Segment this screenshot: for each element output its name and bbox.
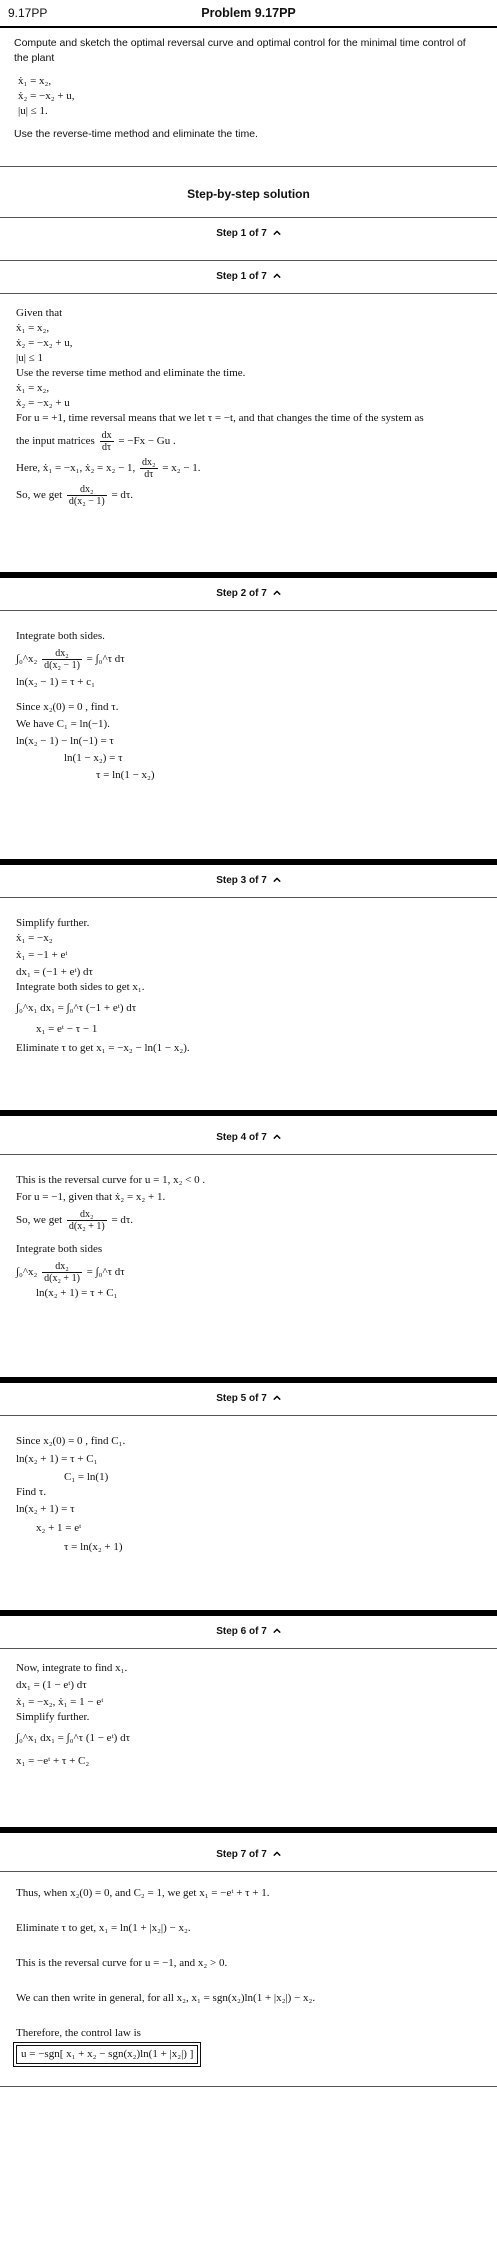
equation-line: ẋ₂ = −x₂ + u, <box>16 337 73 349</box>
step-6-content <box>0 1649 497 1827</box>
chevron-up-icon <box>273 589 281 597</box>
equation-line: dx₁ = (1 − eᵗ) dτ <box>16 1679 87 1691</box>
step-label: Step 1 of 7 <box>216 228 267 239</box>
text-line: This is the reversal curve for u = 1, x₂ < 0 . <box>16 1174 206 1186</box>
equation-line: C₁ = ln(1) <box>64 1471 109 1483</box>
step-3-content <box>0 898 497 1110</box>
equation-line: ẋ₁ = −1 + eᵗ <box>16 949 68 961</box>
chevron-up-icon <box>273 1627 281 1635</box>
plant-constraint: |u| ≤ 1. <box>18 105 48 117</box>
text-fragment: = x₂ − 1. <box>162 462 201 475</box>
equation-line: ln(1 − x₂) = τ <box>64 752 123 764</box>
text-line: Eliminate τ to get x₁ = −x₂ − ln(1 − x₂). <box>16 1042 190 1054</box>
step-4-content <box>0 1155 497 1377</box>
text-fragment: So, we get <box>16 489 63 502</box>
problem-id: 9.17PP <box>8 6 48 20</box>
chevron-up-icon <box>273 272 281 280</box>
equation-line <box>16 648 481 671</box>
step-label: Step 7 of 7 <box>216 1849 267 1860</box>
step-1-content <box>0 294 497 572</box>
step-7-content <box>0 1872 497 2074</box>
step-toggle-collapsed[interactable] <box>0 218 497 250</box>
equation-line: ẋ₁ = x₂, <box>16 382 50 394</box>
step-2-content <box>0 611 497 859</box>
equation-line: ẋ₁ = −x₂, ẋ₁ = 1 − eᵗ <box>16 1696 104 1708</box>
numerator: dx₂ <box>67 484 107 496</box>
problem-text: Compute and sketch the optimal reversal curve and optimal control for the minimal time control of the plant <box>14 37 466 64</box>
step-divider <box>0 1110 497 1116</box>
numerator: dx₂ <box>42 1261 82 1273</box>
step-5-header[interactable] <box>0 1383 497 1415</box>
plant-equation-1: ẋ₁ = x₂, <box>18 75 52 87</box>
integral: ∫₀^x₂ <box>16 1266 38 1279</box>
equation-line: ln(x₂ + 1) = τ <box>16 1503 75 1515</box>
text-line: We have C₁ = ln(−1). <box>16 718 110 730</box>
chevron-up-icon <box>273 1850 281 1858</box>
text-fragment: Here, ẋ₁ = −x₁, ẋ₂ = x₂ − 1, <box>16 462 136 475</box>
text-fragment: = ∫₀^τ dτ <box>86 653 125 666</box>
solution-title: Step-by-step solution <box>187 187 310 201</box>
text-line: Integrate both sides to get x₁. <box>16 981 145 993</box>
equation-line: ln(x₂ + 1) = τ + C₁ <box>16 1453 98 1465</box>
equation-line <box>16 484 481 507</box>
step-divider <box>0 1827 497 1833</box>
denominator: d(x₂ − 1) <box>44 660 80 671</box>
page-title: Problem 9.17PP <box>201 6 296 20</box>
step-6-header[interactable] <box>0 1616 497 1648</box>
text-line: For u = +1, time reversal means that we let τ = −t, and that changes the time of the system as <box>16 412 424 424</box>
chevron-up-icon <box>273 1394 281 1402</box>
step-label: Step 5 of 7 <box>216 1393 267 1404</box>
top-bar <box>0 0 497 26</box>
chevron-up-icon <box>273 876 281 884</box>
text-fragment: the input matrices <box>16 435 95 448</box>
integral: ∫₀^x₂ <box>16 653 38 666</box>
step-label: Step 1 of 7 <box>216 271 267 282</box>
equation-line: τ = ln(1 − x₂) <box>96 769 155 781</box>
step-7-header[interactable] <box>0 1839 497 1871</box>
fraction <box>140 457 158 480</box>
text-line: For u = −1, given that ẋ₂ = x₂ + 1. <box>16 1191 166 1203</box>
problem-statement <box>0 28 497 152</box>
denominator: dτ <box>102 442 112 453</box>
fraction <box>67 1209 107 1232</box>
equation-line: ln(x₂ − 1) − ln(−1) = τ <box>16 735 114 747</box>
text-fragment: = dτ. <box>111 489 134 502</box>
text-line: Given that <box>16 307 63 319</box>
fraction <box>42 1261 82 1284</box>
step-label: Step 2 of 7 <box>216 588 267 599</box>
equation-line: x₂ + 1 = eᵗ <box>36 1522 82 1534</box>
equation-line: ẋ₁ = x₂, <box>16 322 50 334</box>
text-line: Thus, when x₂(0) = 0, and C₂ = 1, we get x₁ = −eᵗ + τ + 1. <box>16 1887 270 1899</box>
text-line: Integrate both sides <box>16 1243 103 1255</box>
text-line: Now, integrate to find x₁. <box>16 1662 128 1674</box>
equation-line <box>16 1209 481 1232</box>
step-2-header[interactable] <box>0 578 497 610</box>
equation-line: τ = ln(x₂ + 1) <box>64 1541 123 1553</box>
equation-line <box>16 1261 481 1284</box>
denominator: d(x₂ + 1) <box>68 1221 105 1232</box>
control-law-answer: u = −sgn[ x₁ + x₂ − sgn(x₂)ln(1 + |x₂|) ] <box>16 2045 198 2064</box>
fraction <box>67 484 107 507</box>
text-fragment: = dτ. <box>111 1214 134 1227</box>
step-label: Step 4 of 7 <box>216 1132 267 1143</box>
step-5-content <box>0 1416 497 1610</box>
text-line: Simplify further. <box>16 1711 90 1723</box>
numerator: dx₂ <box>67 1209 107 1221</box>
text-line: Find τ. <box>16 1486 47 1498</box>
step-3-header[interactable] <box>0 865 497 897</box>
step-label: Step 6 of 7 <box>216 1626 267 1637</box>
equation-line: ẋ₁ = −x₂ <box>16 932 53 944</box>
equation-line: ∫₀^x₁ dx₁ = ∫₀^τ (1 − eᵗ) dτ <box>16 1732 131 1744</box>
text-line: Since x₂(0) = 0 , find C₁. <box>16 1435 126 1447</box>
text-line: Since x₂(0) = 0 , find τ. <box>16 701 119 713</box>
text-fragment: = −Fx − Gu . <box>118 435 176 448</box>
text-line: Use the reverse time method and eliminate the time. <box>16 367 246 379</box>
equation-line: dx₁ = (−1 + eᵗ) dτ <box>16 966 93 978</box>
chevron-up-icon <box>273 229 281 237</box>
equation-line: ln(x₂ − 1) = τ + c₁ <box>16 676 95 688</box>
equation-line: x₁ = −eᵗ + τ + C₂ <box>16 1755 90 1767</box>
fraction <box>42 648 82 671</box>
equation-line: ln(x₂ + 1) = τ + C₁ <box>36 1287 118 1299</box>
denominator: d(x₂ + 1) <box>44 1273 80 1284</box>
equation-line: ∫₀^x₁ dx₁ = ∫₀^τ (−1 + eᵗ) dτ <box>16 1002 137 1014</box>
text-line: Integrate both sides. <box>16 630 105 642</box>
numerator: dx <box>101 430 112 441</box>
text-line: Simplify further. <box>16 917 90 929</box>
equation-line: x₁ = eᵗ − τ − 1 <box>36 1023 98 1035</box>
text-fragment: So, we get <box>16 1214 63 1227</box>
denominator: dτ <box>144 469 154 480</box>
text-line: Therefore, the control law is <box>16 2027 141 2039</box>
step-1-header[interactable] <box>0 261 497 293</box>
text-line: Eliminate τ to get, x₁ = ln(1 + |x₂|) − x₂. <box>16 1922 191 1934</box>
divider <box>0 2086 497 2087</box>
text-fragment: = ∫₀^τ dτ <box>86 1266 125 1279</box>
equation-line: ẋ₂ = −x₂ + u <box>16 397 70 409</box>
text-line: We can then write in general, for all x₂, x₁ = sgn(x₂)ln(1 + |x₂|) − x₂. <box>16 1992 316 2004</box>
plant-equation-2: ẋ₂ = −x₂ + u, <box>18 90 75 102</box>
numerator: dx₂ <box>42 648 82 660</box>
equation-line <box>16 430 481 453</box>
chevron-up-icon <box>273 1133 281 1141</box>
text-line: This is the reversal curve for u = −1, and x₂ > 0. <box>16 1957 228 1969</box>
problem-instruction: Use the reverse-time method and eliminate the time. <box>14 128 258 140</box>
step-label: Step 3 of 7 <box>216 875 267 886</box>
equation-line <box>16 457 481 480</box>
fraction <box>100 430 114 453</box>
step-4-header[interactable] <box>0 1122 497 1154</box>
equation-line: |u| ≤ 1 <box>16 352 43 364</box>
denominator: d(x₂ − 1) <box>68 496 105 507</box>
numerator: dx₂ <box>142 457 156 468</box>
